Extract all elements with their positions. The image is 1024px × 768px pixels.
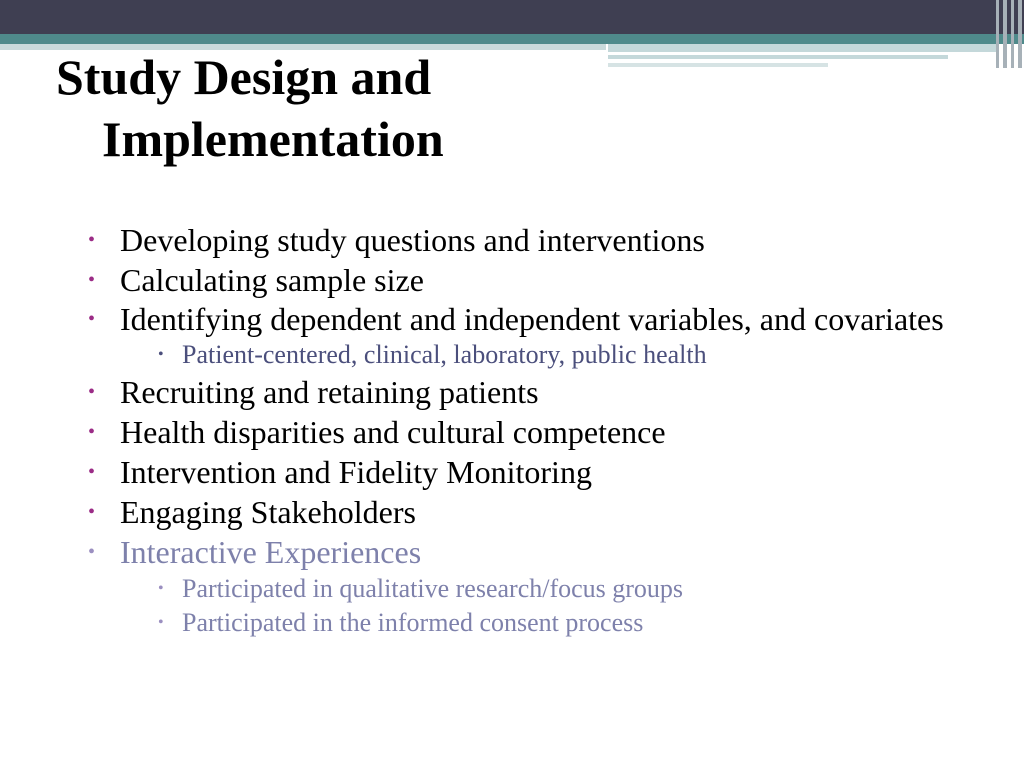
sub-list-item bbox=[88, 574, 988, 604]
header-stripes bbox=[994, 0, 1024, 68]
list-item-text: Recruiting and retaining patients bbox=[120, 374, 539, 410]
title-line-2: Implementation bbox=[102, 111, 444, 167]
list-item-text: Engaging Stakeholders bbox=[120, 494, 416, 530]
bullet-icon: • bbox=[88, 541, 96, 563]
list-item bbox=[88, 374, 988, 410]
list-item-text: Patient-centered, clinical, laboratory, public health bbox=[182, 340, 707, 369]
bullet-list bbox=[88, 222, 988, 642]
list-item-text: Health disparities and cultural competence bbox=[120, 414, 666, 450]
header-band-teal bbox=[0, 34, 1024, 44]
list-item bbox=[88, 262, 988, 298]
bullet-icon: • bbox=[88, 461, 96, 483]
list-item-text: Calculating sample size bbox=[120, 262, 424, 298]
list-item bbox=[88, 494, 988, 530]
list-item-text: Developing study questions and interventions bbox=[120, 222, 705, 258]
bullet-icon: • bbox=[88, 421, 96, 443]
bullet-icon: • bbox=[88, 229, 96, 251]
bullet-icon: • bbox=[88, 308, 96, 330]
header-accent-bar bbox=[608, 63, 828, 67]
list-item-text: Intervention and Fidelity Monitoring bbox=[120, 454, 592, 490]
list-item bbox=[88, 454, 988, 490]
bullet-icon: • bbox=[88, 381, 96, 403]
list-item-text: Interactive Experiences bbox=[120, 534, 422, 570]
bullet-icon: • bbox=[88, 501, 96, 523]
sub-list-item bbox=[88, 340, 988, 370]
list-item bbox=[88, 414, 988, 450]
list-item-text: Participated in qualitative research/focus groups bbox=[182, 574, 684, 603]
list-item bbox=[88, 222, 988, 258]
list-item-text: Participated in the informed consent process bbox=[182, 608, 644, 637]
bullet-icon: • bbox=[158, 614, 164, 631]
list-item-text: Identifying dependent and independent variables, and covariates bbox=[120, 301, 944, 337]
title-line-1: Study Design and bbox=[56, 49, 432, 105]
list-item bbox=[88, 534, 988, 570]
header-accent-bar bbox=[608, 44, 998, 52]
bullet-icon: • bbox=[158, 346, 164, 363]
bullet-icon: • bbox=[158, 580, 164, 597]
list-item bbox=[88, 302, 950, 336]
header-accent-bar bbox=[608, 55, 948, 59]
sub-list-item bbox=[88, 608, 988, 638]
bullet-icon: • bbox=[88, 269, 96, 291]
header-band-dark bbox=[0, 0, 1024, 34]
slide-title bbox=[56, 46, 444, 170]
